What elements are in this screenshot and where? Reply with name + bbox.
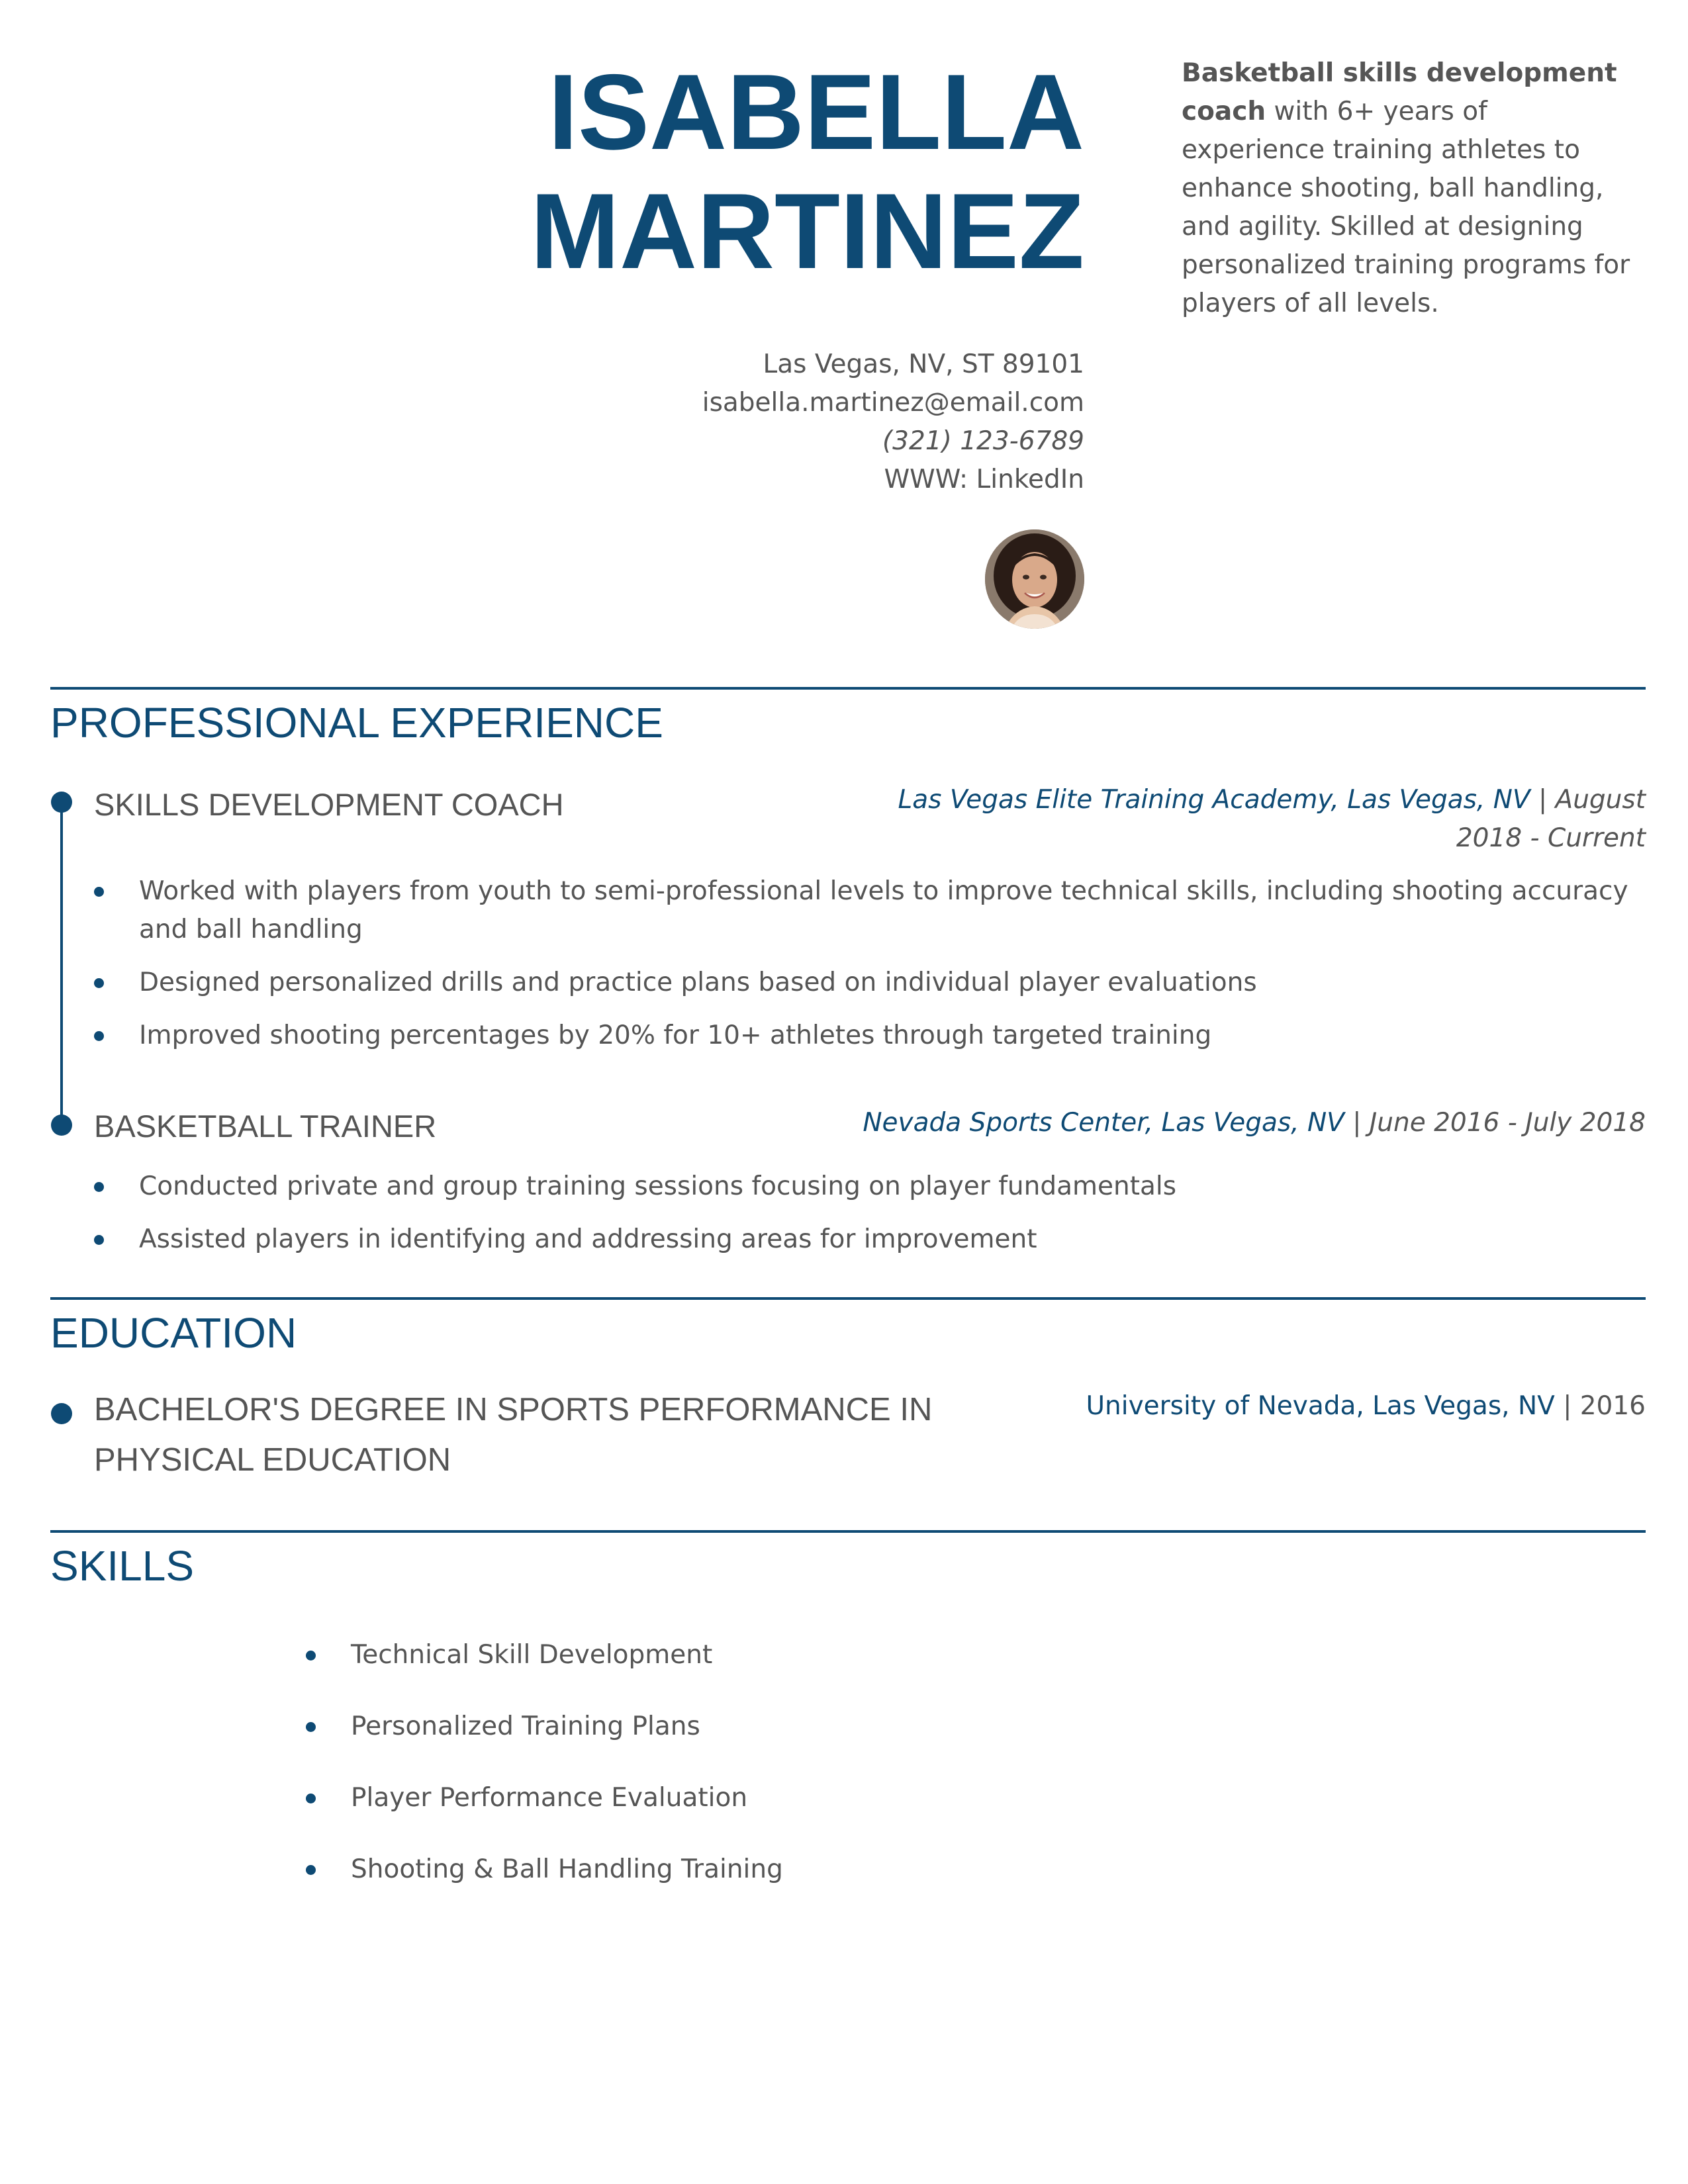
section-title-experience: PROFESSIONAL EXPERIENCE [50,699,663,747]
avatar [985,529,1084,629]
list-item: Conducted private and group training sessions focusing on player fundamentals [94,1167,1636,1206]
contact-email[interactable]: isabella.martinez@email.com [702,388,1084,418]
experience-timeline [60,802,63,1125]
degree-title: BACHELOR'S DEGREE IN SPORTS PERFORMANCE IN PHYSICAL EDUCATION [94,1392,933,1478]
job-meta: Las Vegas Elite Training Academy, Las Vegas, NV | August 2018 - Current [898,785,1646,853]
last-name: MARTINEZ [530,171,1084,291]
first-name: ISABELLA [548,52,1084,172]
professional-summary [1182,54,1632,323]
contact-phone: (321) 123-6789 [882,426,1084,456]
section-title-skills: SKILLS [50,1542,195,1590]
graduation-year: 2016 [1579,1391,1646,1421]
skill-item: Personalized Training Plans [305,1707,1231,1746]
section-divider [50,1297,1646,1300]
education-meta: University of Nevada, Las Vegas, NV | 2016 [1086,1391,1646,1421]
job-employer: Las Vegas Elite Training Academy [898,785,1331,815]
skills-list [305,1636,1231,1922]
summary-headline: Basketball skills development coach [1182,58,1617,126]
avatar-photo-icon [985,529,1084,629]
section-divider [50,687,1646,690]
job-bullets [94,872,1636,1069]
job-title: BASKETBALL TRAINER [94,1109,437,1144]
timeline-dot [51,792,72,813]
summary-text: with 6+ years of experience training athletes to enhance shooting, ball handling, and agility. Skilled at designing personalized training programs for players of all levels. [1182,97,1630,318]
job-title: SKILLS DEVELOPMENT COACH [94,787,564,822]
contact-website[interactable]: WWW: LinkedIn [884,465,1084,494]
skill-item: Player Performance Evaluation [305,1779,1231,1817]
section-title-education: EDUCATION [50,1309,297,1357]
education-dot [51,1403,72,1424]
job-dates: June 2016 - July 2018 [1369,1108,1646,1138]
candidate-name [422,53,1084,291]
job-location: Las Vegas, NV [1161,1108,1344,1138]
job-bullets [94,1167,1636,1273]
skill-item: Technical Skill Development [305,1636,1231,1674]
list-item: Worked with players from youth to semi-professional levels to improve technical skills, including shooting accuracy and ball handling [94,872,1636,949]
contact-address: Las Vegas, NV, ST 89101 [763,349,1084,379]
list-item: Assisted players in identifying and addressing areas for improvement [94,1220,1636,1259]
skill-item: Shooting & Ball Handling Training [305,1850,1231,1889]
list-item: Improved shooting percentages by 20% for 10+ athletes through targeted training [94,1017,1636,1055]
school-name: University of Nevada, Las Vegas, NV [1086,1391,1555,1421]
job-meta: Nevada Sports Center, Las Vegas, NV | June 2016 - July 2018 [863,1108,1646,1138]
job-employer: Nevada Sports Center [863,1108,1145,1138]
section-divider [50,1530,1646,1533]
job-dates: August 2018 - Current [1456,785,1646,853]
contact-info [489,345,1084,499]
list-item: Designed personalized drills and practice plans based on individual player evaluations [94,964,1636,1002]
job-location: Las Vegas, NV [1347,785,1530,815]
timeline-dot [51,1115,72,1136]
